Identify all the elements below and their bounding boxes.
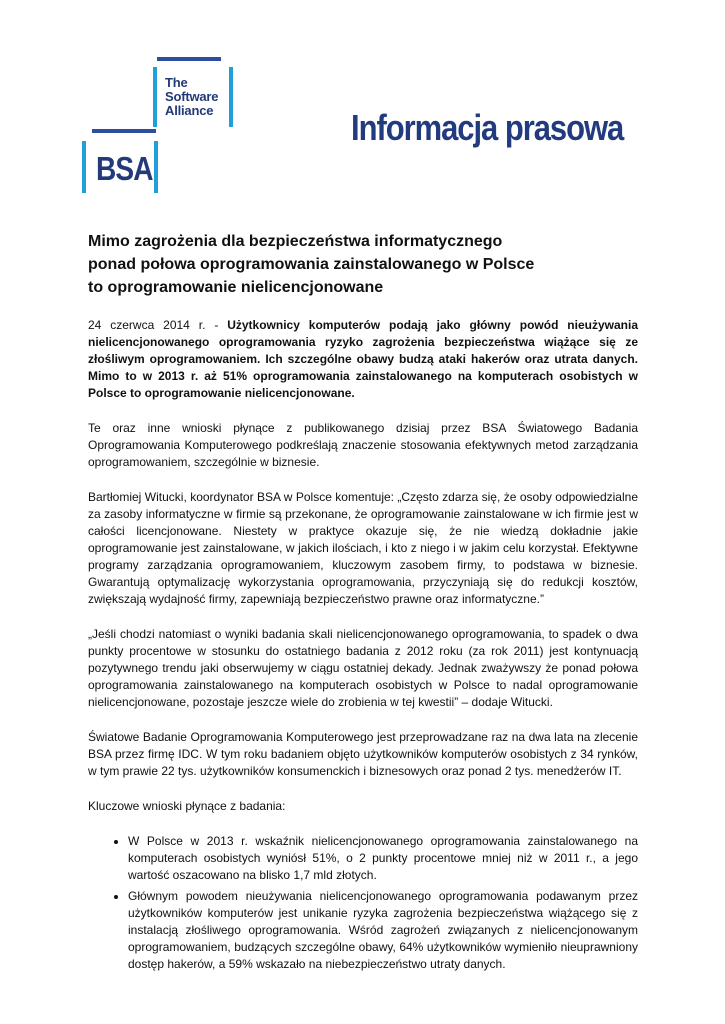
lead-paragraph (88, 317, 638, 402)
lead-date: 24 czerwca 2014 r. - (88, 318, 228, 332)
logo-right-bottom-bar (154, 141, 158, 193)
logo-top-bar (157, 57, 221, 61)
headline (88, 230, 638, 299)
logo-right-bar (229, 67, 233, 127)
logo-tagline (165, 76, 218, 118)
headline-line: Mimo zagrożenia dla bezpieczeństwa informatycznego (88, 233, 503, 250)
paragraph: „Jeśli chodzi natomiast o wyniki badania skali nielicencjonowanego oprogramowania, to spadek o dwa punkty procentowe w stosunku do ostatniego badania z 2012 roku (za rok 2011) jest kontynuacją pozytywnego trendu jaki obserwujemy w ciągu ostatniej dekady. Jednak zważywszy że ponad połowa oprogramowania zainstalowanego na komputerach osobistych w Polsce to nadal oprogramowanie nielicencjonowane, pozostaje jeszcze wiele do zrobienia w tej kwestii” – dodaje Witucki. (88, 627, 638, 709)
logo-abbrev: BSA (96, 150, 153, 187)
logo-left-top-bar (153, 67, 157, 127)
list-item: • Głównym powodem nieużywania nielicencjonowanego oprogramowania podawanym przez użytkowników komputerów jest unikanie ryzyka zagrożenia bezpieczeństwa wiążącego się z instalacją złośliwego oprogramowania. Wśród zagrożeń związanych z nielicencjonowanym oprogramowaniem, budzących szczególne obawy, 64% użytkowników wymieniło nieuprawniony dostęp hakerów, a 59% wskazało na niebezpieczeństwo utraty danych. (128, 888, 638, 973)
paragraph: Bartłomiej Witucki, koordynator BSA w Polsce komentuje: „Często zdarza się, że osoby odpowiedzialne za zasoby informatyczne w firmie są przekonane, że oprogramowanie zainstalowane w ich firmie jest w całości licencjonowane. Niestety w praktyce okazuje się, że nie wiedzą dokładnie jakie oprogramowanie jest zainstalowane, w jakich ilościach, i kto z niego i w jakim celu korzystał. Efektywne programy zarządzania oprogramowaniem, kluczowym zasobem firmy, to podstawa w biznesie. Gwarantują optymalizację wykorzystania oprogramowania, przyczyniają się do redukcji kosztów, zwiększają wydajność firmy, zapewniają bezpieczeństwo prawne oraz informatyczne.” (88, 490, 638, 606)
bsa-logo (80, 55, 235, 205)
lead-bold-text: Użytkownicy komputerów podają jako główny powód nieużywania nielicencjonowanego oprogramowania ryzyko zagrożenia bezpieczeństwa wiążące się ze złośliwym oprogramowaniem. Ich szczególne obawy budzą ataki hakerów oraz utrata danych. Mimo to w 2013 r. aż 51% oprogramowania zainstalowanego na komputerach osobistych w Polsce to oprogramowanie nielicencjonowane. (88, 318, 638, 400)
paragraph: Światowe Badanie Oprogramowania Komputerowego jest przeprowadzane raz na dwa lata na zlecenie BSA przez firmę IDC. W tym roku badaniem objęto użytkowników komputerów osobistych z 34 rynków, w tym prawie 22 tys. użytkowników konsumenckich i biznesowych oraz ponad 2 tys. menedżerów IT. (88, 730, 638, 778)
logo-tagline-line: The (165, 75, 188, 90)
logo-mid-bar (92, 129, 156, 133)
headline-line: ponad połowa oprogramowania zainstalowanego w Polsce (88, 256, 535, 273)
paragraph: Te oraz inne wnioski płynące z publikowanego dzisiaj przez BSA Światowego Badania Oprogramowania Komputerowego podkreślają znaczenie stosowania efektywnych metod zarządzania oprogramowaniem, szczególnie w biznesie. (88, 421, 638, 469)
logo-tagline-line: Alliance (165, 103, 214, 118)
key-findings-list (88, 833, 638, 973)
paragraph: Kluczowe wnioski płynące z badania: (88, 799, 286, 813)
logo-left-bottom-bar (82, 141, 86, 193)
list-item: • W Polsce w 2013 r. wskaźnik nielicencjonowanego oprogramowania zainstalowanego na komputerach osobistych wyniósł 51%, o 2 punkty procentowe mniej niż w 2011 r., a jego wartość oszacowano na blisko 1,7 mld złotych. (128, 833, 638, 884)
logo-tagline-line: Software (165, 89, 219, 104)
press-release-title: Informacja prasowa (351, 107, 624, 148)
headline-line: to oprogramowanie nielicencjonowane (88, 279, 384, 296)
document-body (88, 230, 638, 977)
